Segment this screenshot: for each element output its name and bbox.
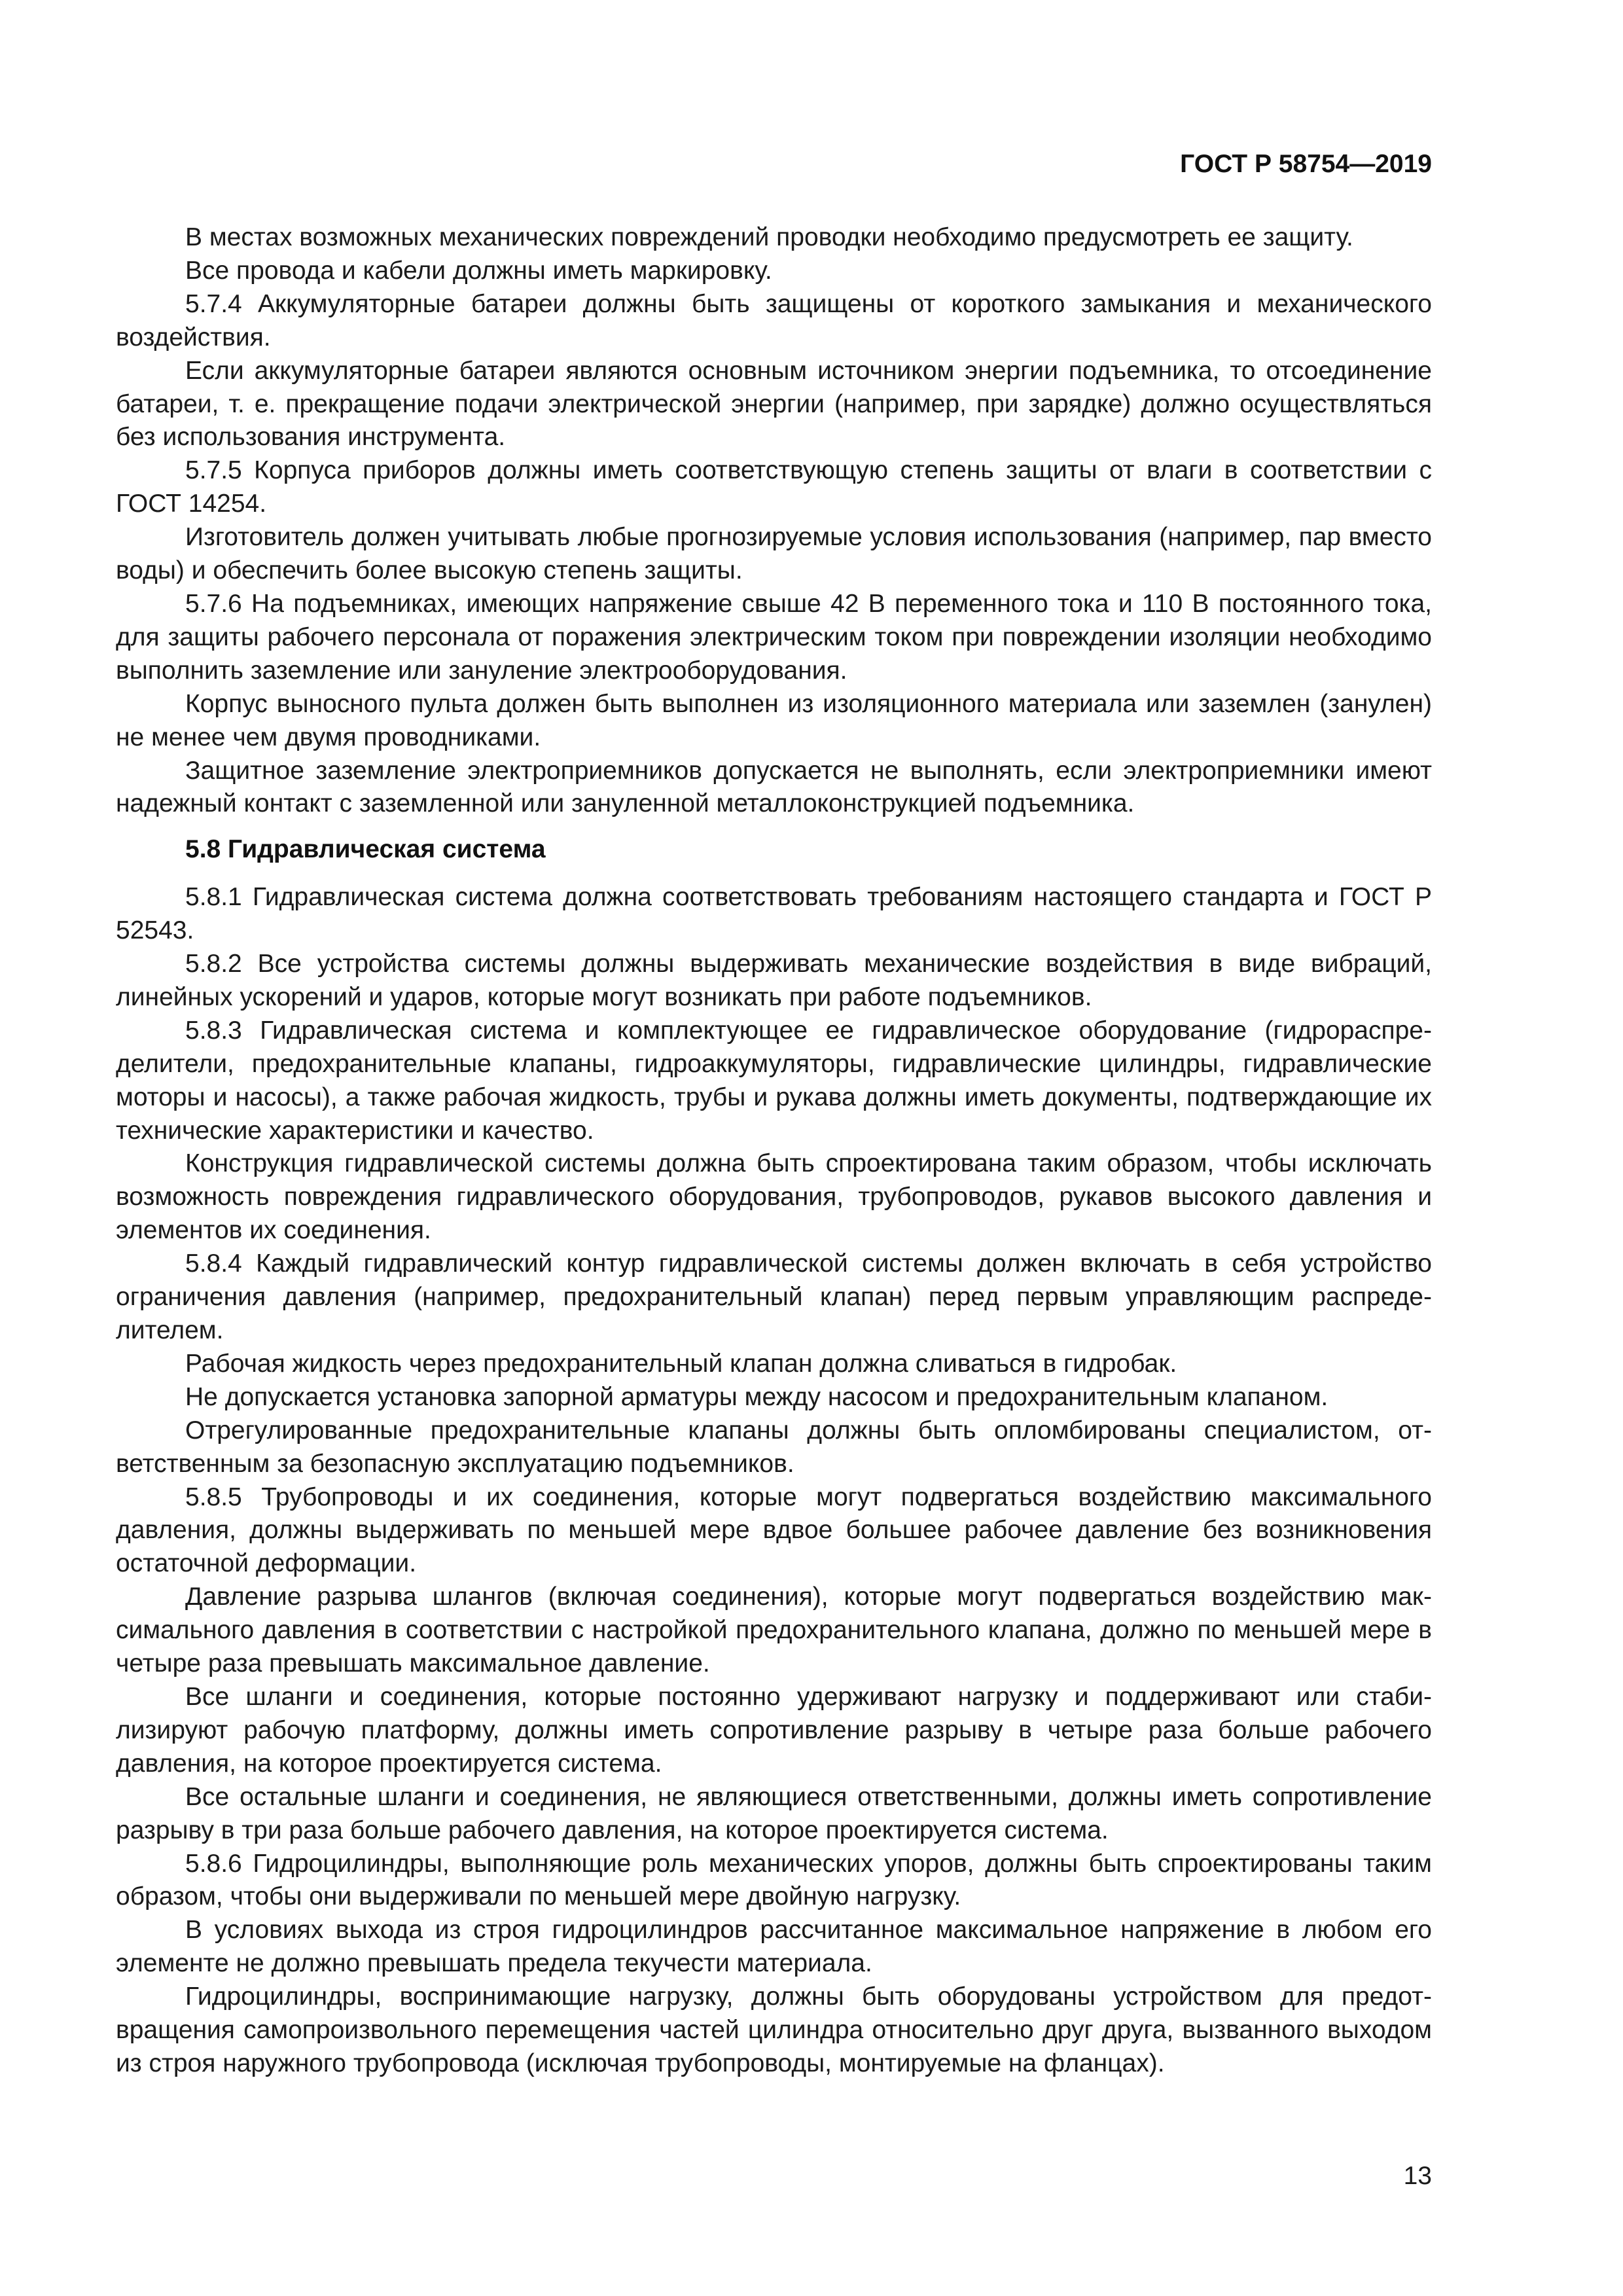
paragraph: Конструкция гидравлической системы должна быть спроектирована таким образом, чтобы исключать возможность повреждения гидравлического оборудования, трубопроводов, рукавов высокого давления и элементов их соединения.	[116, 1149, 1432, 1245]
paragraph: 5.8.1 Гидравлическая система должна соответствовать требованиям настоящего стандарта и ГОСТ Р 52543.	[116, 883, 1432, 945]
paragraph: Защитное заземление электроприемников допускается не выполнять, если электроприемники имеют надежный контакт с заземленной или зануленной металлоконструкцией подъемника.	[116, 756, 1432, 818]
standard-code-header: ГОСТ Р 58754—2019	[1180, 150, 1432, 178]
document-page	[116, 0, 1432, 2296]
paragraph: Все шланги и соединения, которые постоянно удерживают нагрузку и поддерживают или стабилизируют рабочую платформу, должны иметь сопротивление разрыву в четыре раза больше рабочего давления, на которое проектируется система.	[116, 1682, 1432, 1778]
paragraph: 5.7.4 Аккумуляторные батареи должны быть защищены от короткого замыкания и механического воздействия.	[116, 289, 1432, 351]
paragraph: 5.7.6 На подъемниках, имеющих напряжение свыше 42 В переменного тока и 110 В постоянного тока, для защиты рабочего персонала от поражения электрическим током при повреждении изоляции необходимо выполнить заземление или зануление электрооборудования.	[116, 589, 1432, 685]
paragraph: Если аккумуляторные батареи являются основным источником энергии подъемника, то отсоединение батареи, т. е. прекращение подачи электрической энергии (например, при зарядке) должно осуществляться без использования инструмента.	[116, 356, 1432, 452]
paragraph: Рабочая жидкость через предохранительный клапан должна сливаться в гидробак.	[185, 1349, 1177, 1378]
paragraph: В условиях выхода из строя гидроцилиндров рассчитанное максимальное напряжение в любом его элементе не должно превышать предела текучести материала.	[116, 1916, 1432, 1978]
paragraph: 5.8.3 Гидравлическая система и комплектующее ее гидравлическое оборудование (гидрораспределители, предохранительные клапаны, гидроаккумуляторы, гидравлические цилиндры, гидравлические моторы и насосы), а также рабочая жидкость, трубы и рукава должны иметь документы, подтверждающие их технические характеристики и качество.	[116, 1016, 1432, 1145]
paragraph: Не допускается установка запорной арматуры между насосом и предохранительным клапаном.	[185, 1382, 1329, 1411]
paragraph: 5.8.5 Трубопроводы и их соединения, которые могут подвергаться воздействию максимального давления, должны выдерживать по меньшей мере вдвое большее рабочее давление без возникновения остаточной деформации.	[116, 1482, 1432, 1578]
paragraph: 5.7.5 Корпуса приборов должны иметь соответствующую степень защиты от влаги в соответствии с ГОСТ 14254.	[116, 456, 1432, 518]
paragraph: Гидроцилиндры, воспринимающие нагрузку, должны быть оборудованы устройством для предотвращения самопроизвольного перемещения частей цилиндра относительно друг друга, вызванного выходом из строя наружного трубопровода (исключая трубопроводы, монтируемые на фланцах).	[116, 1982, 1432, 2077]
paragraph: Давление разрыва шлангов (включая соединения), которые могут подвергаться воздействию максимального давления в соответствии с настройкой предохранительного клапана, должно по меньшей мере в четыре раза превышать максимальное давление.	[116, 1583, 1432, 1678]
paragraph: Изготовитель должен учитывать любые прогнозируемые условия использования (например, пар вместо воды) и обеспечить более высокую степень защиты.	[116, 523, 1432, 585]
paragraph: 5.8.2 Все устройства системы должны выдерживать механические воздействия в виде вибраций, линейных ускорений и ударов, которые могут возникать при работе подъемников.	[116, 950, 1432, 1011]
paragraph: Все остальные шланги и соединения, не являющиеся ответственными, должны иметь сопротивление разрыву в три раза больше рабочего давления, на которое проектируется система.	[116, 1782, 1432, 1844]
page-number: 13	[1403, 2162, 1432, 2190]
paragraph: В местах возможных механических повреждений проводки необходимо предусмотреть ее защиту.	[185, 223, 1353, 251]
section-heading: 5.8 Гидравлическая система	[185, 835, 546, 864]
paragraph: Корпус выносного пульта должен быть выполнен из изоляционного материала или заземлен (занулен) не менее чем двумя проводниками.	[116, 689, 1432, 751]
paragraph: Отрегулированные предохранительные клапаны должны быть опломбированы специалистом, ответственным за безопасную эксплуатацию подъемников.	[116, 1416, 1432, 1478]
paragraph: 5.8.6 Гидроцилиндры, выполняющие роль механических упоров, должны быть спроектированы таким образом, чтобы они выдерживали по меньшей мере двойную нагрузку.	[116, 1849, 1432, 1911]
paragraph: Все провода и кабели должны иметь маркировку.	[185, 256, 772, 285]
page-content	[116, 221, 1432, 2081]
paragraph: 5.8.4 Каждый гидравлический контур гидравлической системы должен включать в себя устройство ограничения давления (например, предохранительный клапан) перед первым управляющим распределителем.	[116, 1249, 1432, 1344]
